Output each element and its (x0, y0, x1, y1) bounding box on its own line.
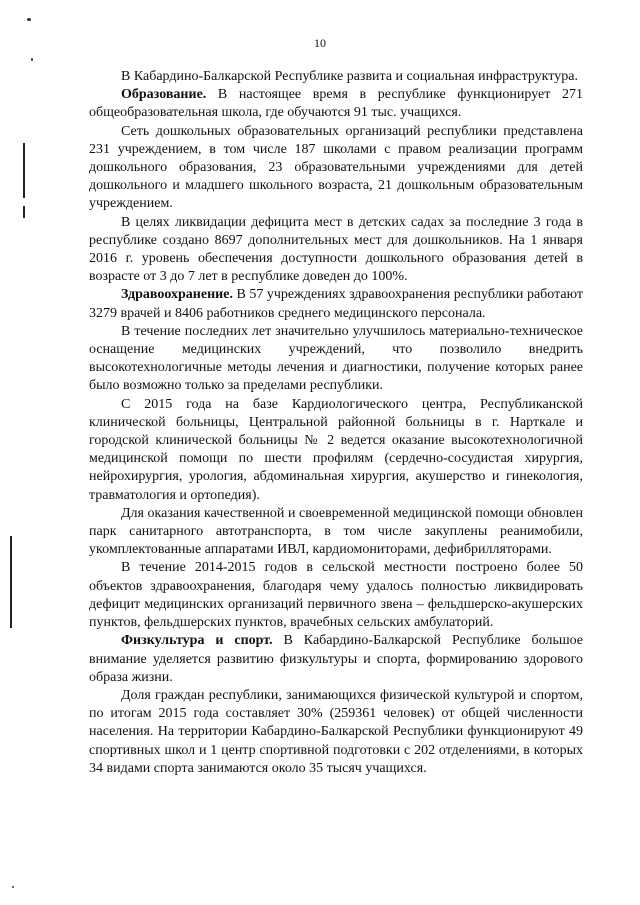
paragraph-text: В течение последних лет значительно улучшилось материально-техническое оснащение медицинских учреждений, что позволило внедрить высокотехнологичные методы лечения и диагностики, получение которых ранее было возможно только за пределами республики. (89, 323, 583, 394)
paragraph-heading: Физкультура и спорт. (121, 633, 273, 649)
paragraph-text: В целях ликвидации дефицита мест в детских садах за последние 3 года в республике создано 8697 дополнительных мест для дошкольников. На 1 января 2016 г. уровень обеспечения доступности дошкольного образования детей в возрасте от 3 до 7 лет в республике доведен до 100%. (89, 214, 583, 285)
paragraph (89, 86, 583, 122)
scan-margin-mark (10, 536, 12, 628)
page-number: 10 (314, 36, 326, 50)
paragraph-text: В Кабардино-Балкарской Республике большое внимание уделяется развитию физкультуры и спорта, формированию здорового образа жизни. (89, 633, 584, 685)
paragraph (89, 323, 583, 396)
paragraph-text: В настоящее время в республике функционирует 271 общеобразовательная школа, где обучаются 91 тыс. учащихся. (89, 87, 583, 121)
paragraph (89, 505, 583, 560)
paragraph (89, 396, 583, 505)
scan-margin-mark (23, 206, 25, 218)
paragraph (89, 687, 583, 778)
scan-speck (12, 886, 14, 888)
paragraph-text: В Кабардино-Балкарской Республике развита и социальная инфраструктура. (121, 69, 578, 84)
paragraph-text: Доля граждан республики, занимающихся физической культурой и спортом, по итогам 2015 года составляет 30% (259361 человек) от общей численности населения. На территории Кабардино-Балкарской Республики функционируют 49 спортивных школ и 1 центр спортивной подготовки с 202 отделениями, в которых 34 видами спорта занимаются около 35 тысяч учащихся. (89, 687, 583, 776)
paragraph-text: В течение 2014-2015 годов в сельской местности построено более 50 объектов здравоохранения, благодаря чему удалось полностью ликвидировать дефицит медицинских организаций первичного звена – фельдшерско-акушерских пунктов, фельдшерских пунктов, врачебных сельских амбулаторий. (89, 560, 583, 631)
paragraph-text: Сеть дошкольных образовательных организаций республики представлена 231 учреждением, в том числе 187 школами с правом реализации программ дошкольного образования, 23 образовательными учреждениями для детей дошкольного и младшего школьного возраста, 21 дошкольным образовательным учреждением. (89, 123, 583, 212)
paragraph (89, 286, 583, 322)
paragraph-text: Для оказания качественной и своевременной медицинской помощи обновлен парк санитарного автотранспорта, в том числе закуплены реанимобили, укомплектованные аппаратами ИВЛ, кардиомониторами, дефибрилляторами. (89, 505, 583, 558)
paragraph-heading: Образование. (121, 87, 207, 103)
scan-speck (31, 58, 33, 61)
paragraph-text: В 57 учреждениях здравоохранения республики работают 3279 врачей и 8406 работников среднего медицинского персонала. (89, 287, 583, 321)
paragraph (89, 123, 583, 214)
scan-margin-mark (23, 143, 25, 198)
scan-speck (27, 18, 31, 21)
paragraph-heading: Здравоохранение. (121, 287, 233, 303)
paragraph-text: С 2015 года на базе Кардиологического центра, Республиканской клинической больницы, Центральной районной больницы в г. Нарткале и городской клинической больницы № 2 ведется оказание высокотехнологичной медицинской помощи по шести профилям (сердечно-сосудистая хирургия, нейрохирургия, урология, абдоминальная хирургия, акушерство и гинекология, травматология и ортопедия). (89, 396, 583, 503)
document-body (89, 68, 583, 778)
paragraph (89, 559, 583, 632)
paragraph (89, 214, 583, 287)
paragraph (89, 68, 583, 86)
paragraph (89, 632, 583, 687)
